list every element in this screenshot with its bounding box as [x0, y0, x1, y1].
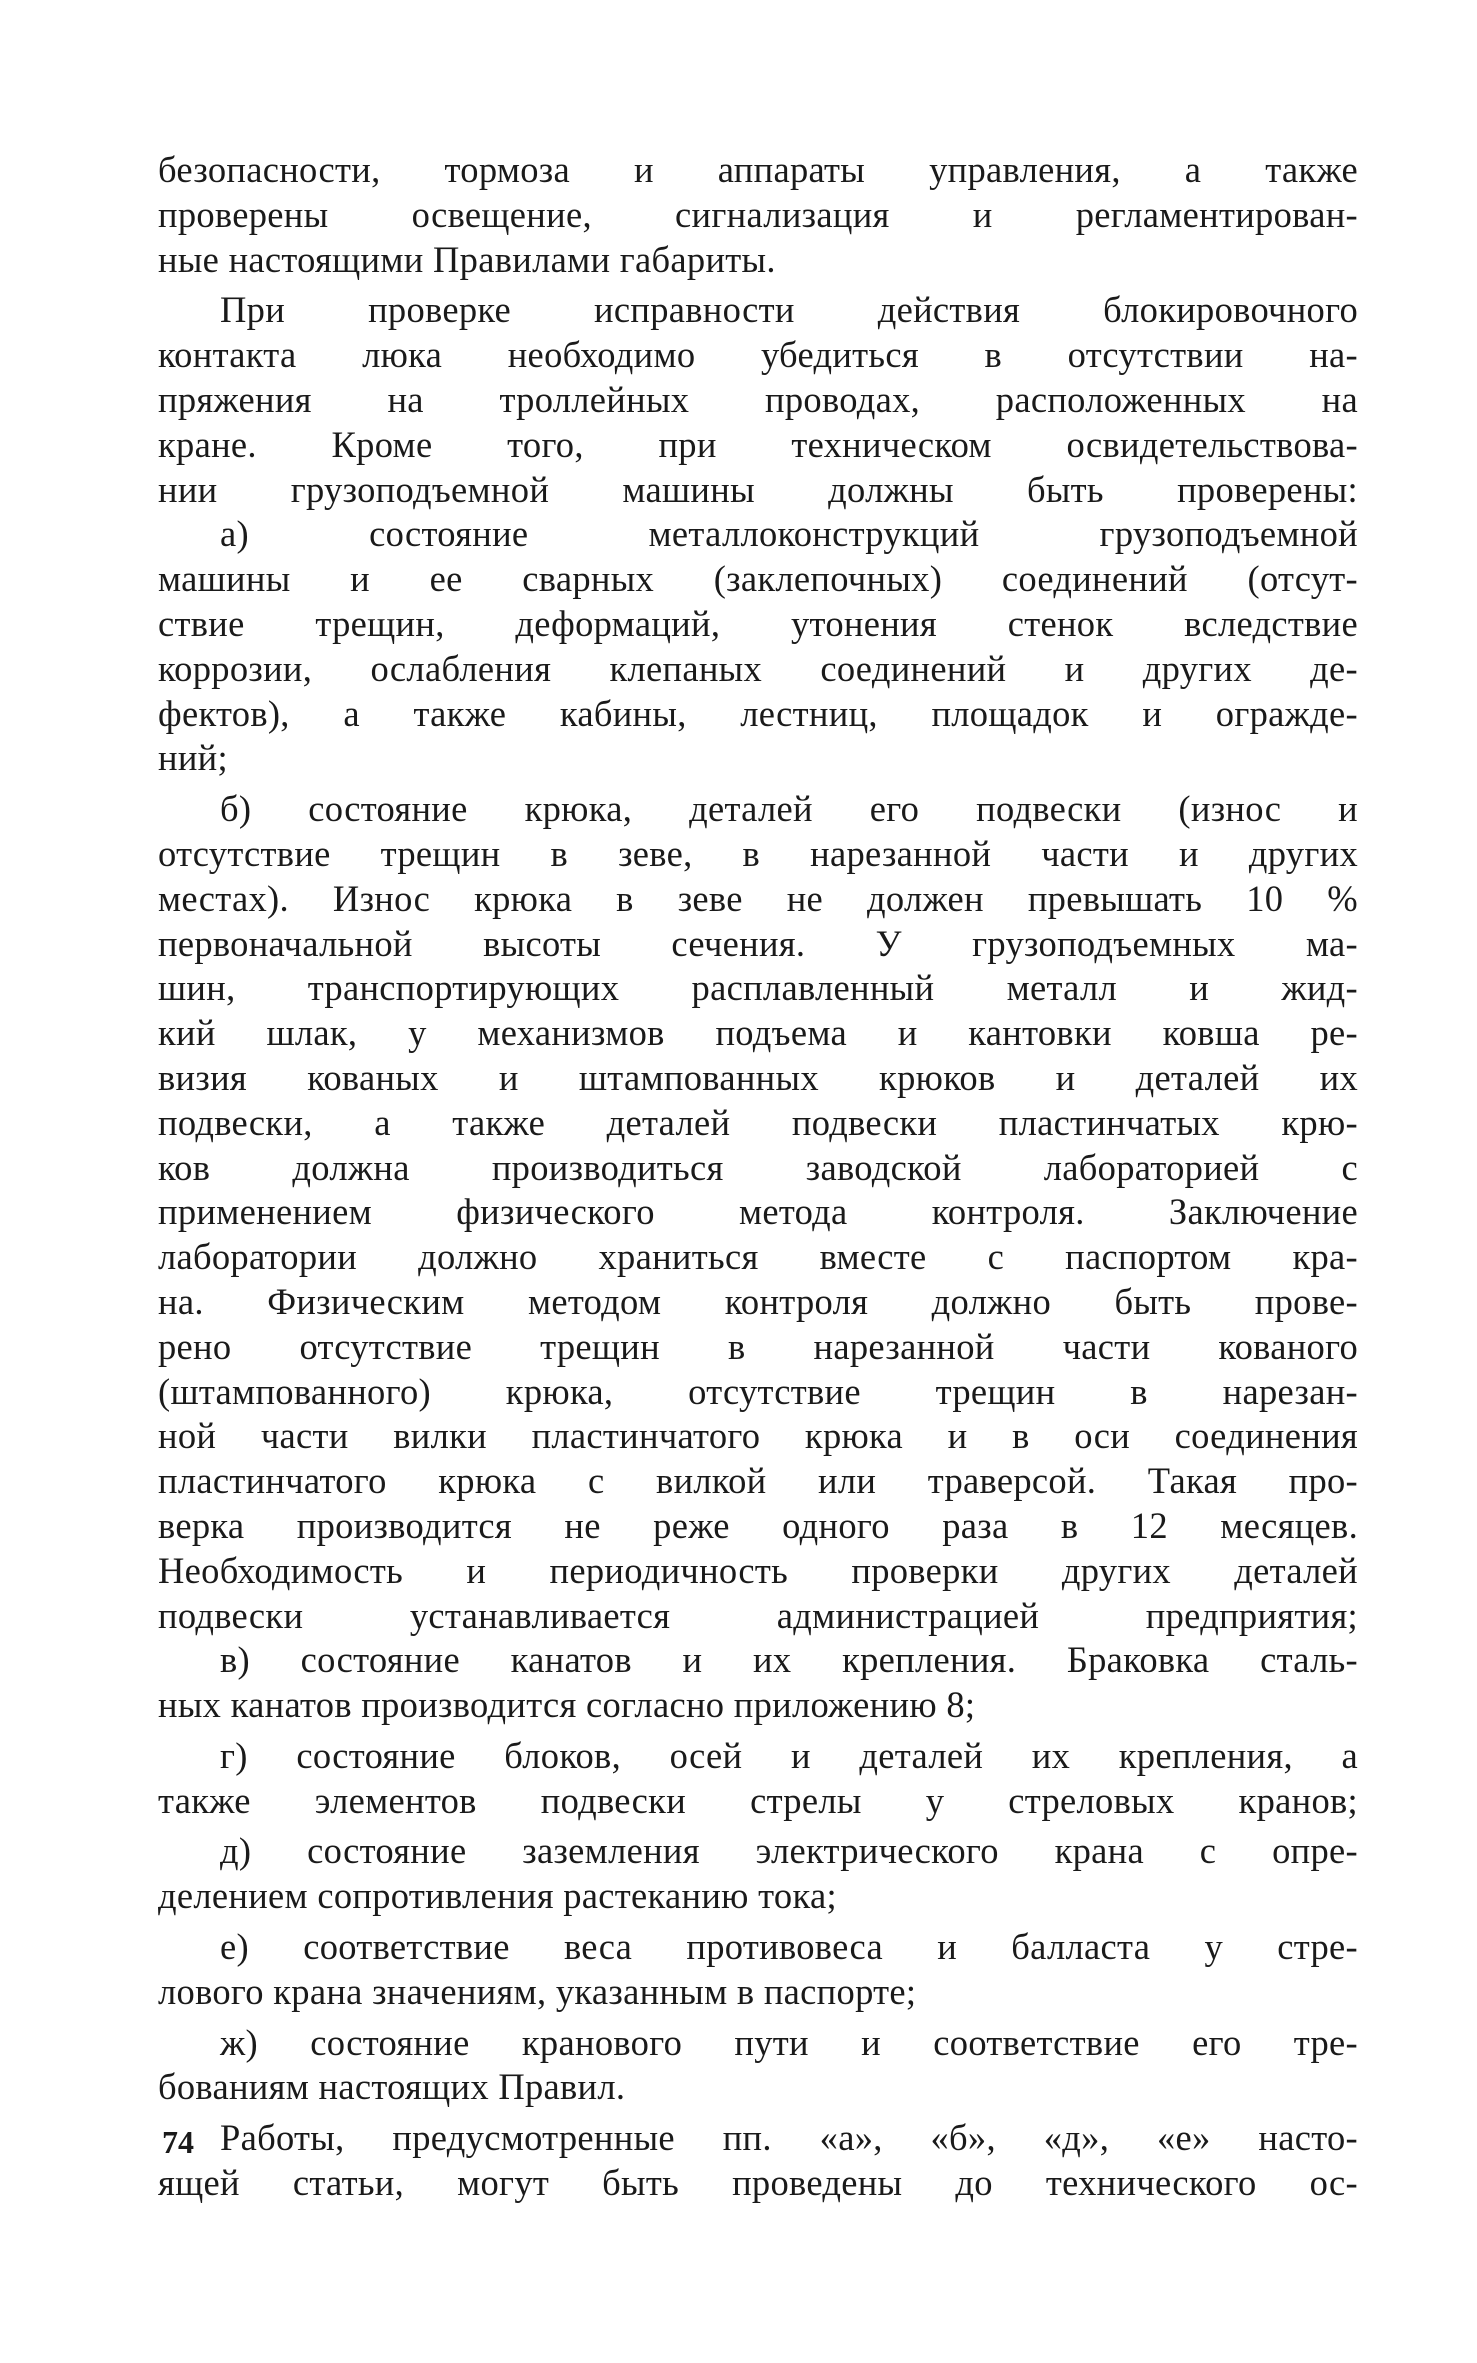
paragraph: [158, 288, 1358, 512]
text-line: кий шлак, у механизмов подъема и кантовки ковша ре-: [158, 1012, 1358, 1054]
text-line: ний;: [158, 737, 228, 779]
paragraph: [158, 787, 1358, 1638]
text-line: фектов), а также кабины, лестниц, площадок и огражде-: [158, 692, 1358, 734]
text-line: ж) состояние кранового пути и соответствие его тре-: [220, 2021, 1358, 2063]
text-line: пряжения на троллейных проводах, расположенных на: [158, 378, 1358, 420]
text-line: б) состояние крюка, деталей его подвески (износ и: [220, 788, 1358, 830]
text-line: Необходимость и периодичность проверки других деталей: [158, 1549, 1358, 1591]
text-line: кране. Кроме того, при техническом освидетельствова-: [158, 423, 1358, 465]
text-line: лового крана значениям, указанным в паспорте;: [158, 1970, 917, 2012]
paragraph: [158, 512, 1358, 781]
text-line: коррозии, ослабления клепаных соединений и других де-: [158, 647, 1358, 689]
text-line: безопасности, тормоза и аппараты управления, а также: [158, 149, 1358, 190]
text-line: д) состояние заземления электрического крана с опре-: [220, 1830, 1358, 1872]
text-line: местах). Износ крюка в зеве не должен превышать 10 %: [158, 877, 1358, 919]
text-line: контакта люка необходимо убедиться в отсутствии на-: [158, 334, 1358, 376]
text-line: При проверке исправности действия блокировочного: [220, 289, 1358, 331]
text-line: ные настоящими Правилами габариты.: [158, 238, 776, 280]
text-line: ствие трещин, деформаций, утонения стенок вследствие: [158, 602, 1358, 644]
text-line: в) состояние канатов и их крепления. Браковка сталь-: [220, 1639, 1358, 1681]
text-line: отсутствие трещин в зеве, в нарезанной части и других: [158, 832, 1358, 874]
text-line: шин, транспортирующих расплавленный металл и жид-: [158, 967, 1358, 1009]
text-line: подвески, а также деталей подвески пластинчатых крю-: [158, 1101, 1358, 1143]
text-line: бованиям настоящих Правил.: [158, 2066, 626, 2108]
text-line: г) состояние блоков, осей и деталей их крепления, а: [220, 1734, 1358, 1776]
paragraph: [158, 2116, 1358, 2206]
text-line: е) соответствие веса противовеса и балласта у стре-: [220, 1926, 1358, 1968]
text-line: верка производится не реже одного раза в 12 месяцев.: [158, 1504, 1358, 1546]
paragraph: [158, 1829, 1358, 1919]
text-line: на. Физическим методом контроля должно быть прове-: [158, 1280, 1358, 1322]
text-line: применением физического метода контроля. Заключение: [158, 1191, 1358, 1233]
text-line: нии грузоподъемной машины должны быть проверены:: [158, 468, 1358, 510]
text-line: рено отсутствие трещин в нарезанной части кованого: [158, 1325, 1358, 1367]
paragraph: [158, 1638, 1358, 1728]
paragraph: [158, 2021, 1358, 2111]
text-line: первоначальной высоты сечения. У грузоподъемных ма-: [158, 922, 1358, 964]
text-line: а) состояние металлоконструкций грузоподъемной: [220, 513, 1358, 555]
text-line: проверены освещение, сигнализация и регламентирован-: [158, 193, 1358, 235]
text-line: визия кованых и штампованных крюков и деталей их: [158, 1056, 1358, 1098]
text-line: машины и ее сварных (заклепочных) соединений (отсут-: [158, 558, 1358, 600]
text-line: пластинчатого крюка с вилкой или траверсой. Такая про-: [158, 1460, 1358, 1502]
paragraph: [158, 1925, 1358, 2015]
text-line: ков должна производиться заводской лабораторией с: [158, 1146, 1358, 1188]
page-body: [158, 148, 1358, 2206]
paragraph: [158, 148, 1358, 282]
text-line: ных канатов производится согласно приложению 8;: [158, 1684, 976, 1726]
text-line: лаборатории должно храниться вместе с паспортом кра-: [158, 1236, 1358, 1278]
text-line: ящей статьи, могут быть проведены до технического ос-: [158, 2162, 1358, 2204]
page-number: 74: [162, 2124, 194, 2160]
paragraph: [158, 1734, 1358, 1824]
text-line: (штампованного) крюка, отсутствие трещин в нарезан-: [158, 1370, 1358, 1412]
text-line: делением сопротивления растеканию тока;: [158, 1875, 837, 1917]
text-line: подвески устанавливается администрацией предприятия;: [158, 1594, 1358, 1636]
text-line: также элементов подвески стрелы у стреловых кранов;: [158, 1779, 1358, 1821]
text-line: ной части вилки пластинчатого крюка и в оси соединения: [158, 1415, 1358, 1457]
text-line: Работы, предусмотренные пп. «а», «б», «д», «е» насто-: [220, 2117, 1358, 2159]
